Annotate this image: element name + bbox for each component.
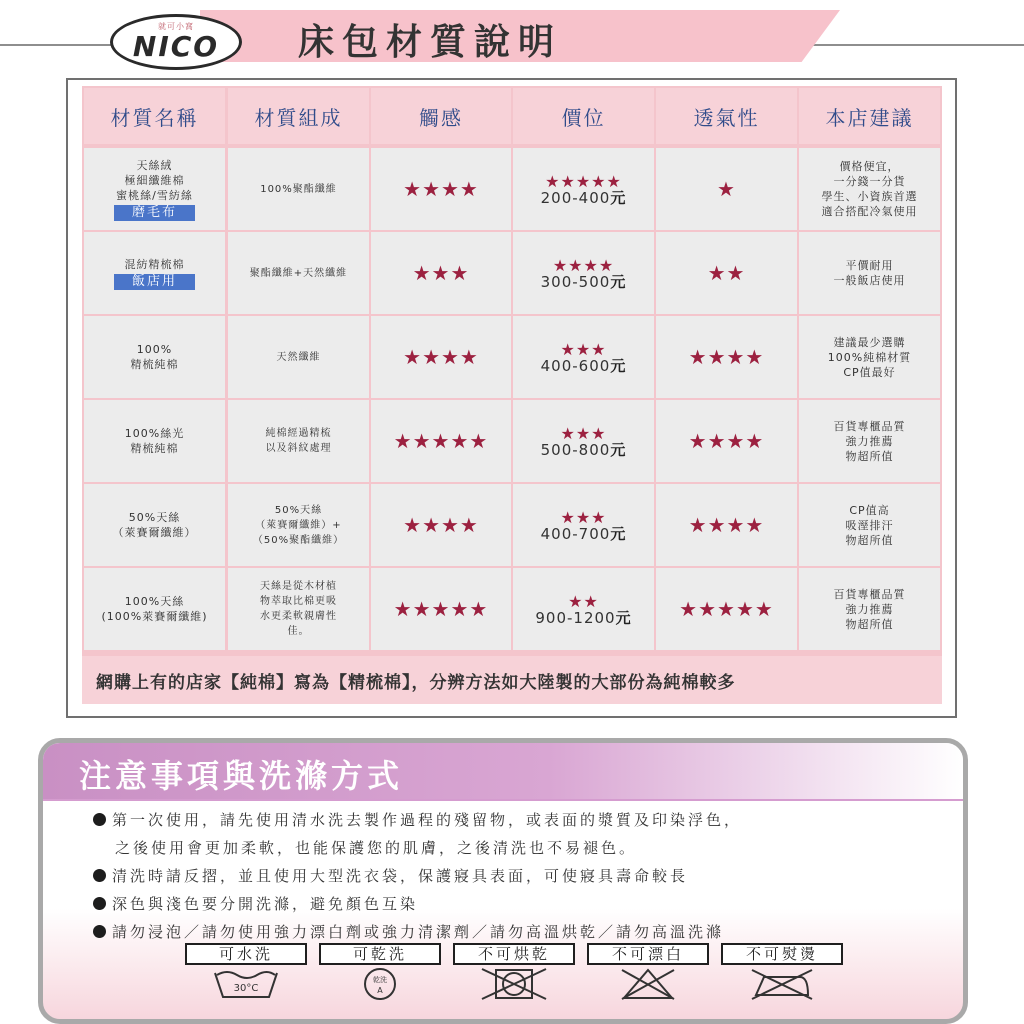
touch-stars: ★★★★ bbox=[403, 345, 479, 369]
header-price: 價位 bbox=[513, 88, 654, 144]
cell-price bbox=[513, 148, 654, 230]
price-stars: ★★ bbox=[568, 591, 599, 611]
material-name-text: 100% 精梳純棉 bbox=[130, 343, 179, 371]
care-symbol-label: 可水洗 bbox=[185, 943, 307, 965]
cell-advice bbox=[799, 400, 940, 482]
price-stars: ★★★★ bbox=[552, 255, 615, 275]
cell-material-name bbox=[84, 316, 225, 398]
cell-composition bbox=[228, 400, 369, 482]
composition-text: 天絲是從木材植 物萃取比棉更吸 水更柔軟親膚性 佳。 bbox=[260, 581, 337, 637]
header-advice: 本店建議 bbox=[799, 88, 940, 144]
breathability-stars: ★★★★ bbox=[688, 429, 765, 453]
cell-material-name bbox=[84, 148, 225, 230]
price-value: 400-700 bbox=[540, 524, 611, 543]
composition-text: 天然纖維 bbox=[276, 351, 321, 363]
cell-touch bbox=[371, 148, 511, 230]
price-range bbox=[540, 188, 627, 207]
cell-advice bbox=[799, 148, 940, 230]
header-composition: 材質組成 bbox=[228, 88, 369, 144]
cell-advice bbox=[799, 316, 940, 398]
care-item-text: 請勿浸泡／請勿使用強力漂白劑或強力清潔劑／請勿高溫烘乾／請勿高溫洗滌 bbox=[112, 923, 725, 941]
price-range bbox=[540, 356, 627, 375]
cell-advice bbox=[799, 232, 940, 314]
wash-30c-icon bbox=[211, 967, 281, 1001]
no-tumble-dry-icon bbox=[474, 967, 554, 1001]
cell-breathability bbox=[656, 484, 797, 566]
care-header-rule bbox=[43, 799, 963, 801]
breathability-stars: ★★★★★ bbox=[679, 597, 774, 621]
cell-price bbox=[513, 232, 654, 314]
bullet-icon bbox=[93, 897, 106, 910]
cell-composition bbox=[228, 232, 369, 314]
cell-touch bbox=[371, 484, 511, 566]
care-item bbox=[115, 837, 637, 858]
cell-breathability bbox=[656, 148, 797, 230]
cell-touch bbox=[371, 316, 511, 398]
care-symbol-label: 不可烘乾 bbox=[453, 943, 575, 965]
material-table bbox=[82, 86, 942, 704]
care-item-text: 第一次使用，請先使用清水洗去製作過程的殘留物，或表面的漿質及印染浮色， bbox=[112, 811, 743, 829]
breathability-stars: ★ bbox=[717, 177, 736, 201]
material-name-text: 100%絲光 精梳純棉 bbox=[124, 427, 185, 455]
price-unit: 元 bbox=[610, 272, 627, 291]
touch-stars: ★★★★ bbox=[403, 513, 479, 537]
care-symbol-label: 可乾洗 bbox=[319, 943, 441, 965]
care-item bbox=[93, 893, 418, 914]
care-symbol-no-iron bbox=[721, 943, 843, 1003]
care-symbol-no-bleach bbox=[587, 943, 709, 1003]
care-item bbox=[93, 809, 742, 830]
composition-text: 聚酯纖維+天然纖維 bbox=[249, 267, 348, 279]
price-unit: 元 bbox=[610, 188, 627, 207]
advice-text: 百貨專櫃品質 強力推薦 物超所值 bbox=[833, 419, 906, 463]
price-value: 300-500 bbox=[540, 272, 611, 291]
cell-price bbox=[513, 316, 654, 398]
material-tag: 飯店用 bbox=[114, 274, 195, 290]
care-symbol-wash bbox=[185, 943, 307, 1003]
logo-subtext: 就可小窩 bbox=[158, 21, 194, 31]
price-value: 400-600 bbox=[540, 356, 611, 375]
material-tag: 磨毛布 bbox=[114, 205, 195, 221]
care-item-text: 之後使用會更加柔軟，也能保護您的肌膚，之後清洗也不易褪色。 bbox=[115, 839, 638, 857]
dryclean-text: 乾洗 bbox=[373, 976, 387, 984]
advice-text: CP值高 吸溼排汗 物超所值 bbox=[845, 503, 894, 547]
cell-price bbox=[513, 484, 654, 566]
cell-price bbox=[513, 400, 654, 482]
touch-stars: ★★★ bbox=[412, 261, 470, 285]
touch-stars: ★★★★★ bbox=[393, 429, 489, 453]
care-symbol-label: 不可熨燙 bbox=[721, 943, 843, 965]
price-range bbox=[540, 440, 627, 459]
dry-clean-icon bbox=[345, 967, 415, 1001]
breathability-stars: ★★ bbox=[707, 261, 746, 285]
cell-breathability bbox=[656, 316, 797, 398]
care-symbol-no-tumble bbox=[453, 943, 575, 1003]
advice-text: 平價耐用 一般飯店使用 bbox=[833, 259, 906, 287]
breathability-stars: ★★★★ bbox=[688, 345, 765, 369]
page-title: 床包材質說明 bbox=[298, 22, 563, 63]
care-item bbox=[93, 921, 724, 942]
cell-breathability bbox=[656, 232, 797, 314]
dryclean-sub: A bbox=[377, 986, 383, 995]
no-bleach-icon bbox=[608, 967, 688, 1001]
composition-text: 50%天絲 （萊賽爾纖維）+ （50%聚酯纖維） bbox=[252, 504, 345, 546]
price-stars: ★★★ bbox=[560, 339, 607, 359]
header-breathability: 透氣性 bbox=[656, 88, 797, 144]
care-symbol-dryclean bbox=[319, 943, 441, 1003]
cell-breathability bbox=[656, 568, 797, 650]
cell-composition bbox=[228, 148, 369, 230]
price-unit: 元 bbox=[610, 524, 627, 543]
cell-material-name bbox=[84, 232, 225, 314]
care-section bbox=[38, 738, 968, 1024]
cell-composition bbox=[228, 568, 369, 650]
cell-advice bbox=[799, 484, 940, 566]
touch-stars: ★★★★★ bbox=[393, 597, 489, 621]
header-material-name: 材質名稱 bbox=[84, 88, 225, 144]
cell-material-name bbox=[84, 484, 225, 566]
material-name-text: 50%天絲 （萊賽爾纖維） bbox=[112, 511, 197, 539]
price-stars: ★★★★★ bbox=[545, 171, 622, 191]
price-value: 900-1200 bbox=[535, 608, 616, 627]
price-unit: 元 bbox=[615, 608, 632, 627]
wash-temp-text: 30°C bbox=[233, 983, 259, 994]
price-value: 200-400 bbox=[540, 188, 611, 207]
composition-text: 純棉經過精梳 以及斜紋處理 bbox=[265, 428, 332, 454]
composition-text: 100%聚酯纖維 bbox=[260, 183, 337, 195]
material-name-text: 混紡精梳棉 bbox=[124, 257, 185, 271]
price-range bbox=[540, 272, 627, 291]
bullet-icon bbox=[93, 813, 106, 826]
cell-material-name bbox=[84, 568, 225, 650]
price-stars: ★★★ bbox=[560, 507, 607, 527]
price-range bbox=[535, 608, 632, 627]
bullet-icon bbox=[93, 869, 106, 882]
header-touch: 觸感 bbox=[371, 88, 511, 144]
price-unit: 元 bbox=[610, 440, 627, 459]
care-title: 注意事項與洗滌方式 bbox=[79, 757, 404, 795]
cell-composition bbox=[228, 484, 369, 566]
cell-advice bbox=[799, 568, 940, 650]
no-iron-icon bbox=[742, 967, 822, 1001]
touch-stars: ★★★★ bbox=[403, 177, 479, 201]
advice-text: 價格便宜， 一分錢一分貨 學生、小資族首選 適合搭配冷氣使用 bbox=[821, 160, 918, 218]
nico-logo bbox=[110, 14, 242, 70]
price-value: 500-800 bbox=[540, 440, 611, 459]
care-symbol-label: 不可漂白 bbox=[587, 943, 709, 965]
price-unit: 元 bbox=[610, 356, 627, 375]
care-item-text: 深色與淺色要分開洗滌，避免顏色互染 bbox=[112, 895, 419, 913]
care-item bbox=[93, 865, 688, 886]
advice-text: 百貨專櫃品質 強力推薦 物超所值 bbox=[833, 587, 906, 631]
price-range bbox=[540, 524, 627, 543]
bullet-icon bbox=[93, 925, 106, 938]
care-item-text: 清洗時請反摺，並且使用大型洗衣袋，保護寢具表面，可使寢具壽命較長 bbox=[112, 867, 689, 885]
cell-material-name bbox=[84, 400, 225, 482]
advice-text: 建議最少選購 100%純棉材質 CP值最好 bbox=[827, 335, 912, 379]
cell-touch bbox=[371, 400, 511, 482]
price-stars: ★★★ bbox=[560, 423, 607, 443]
logo-text: NICO bbox=[132, 29, 220, 63]
breathability-stars: ★★★★ bbox=[688, 513, 765, 537]
table-note: 網購上有的店家【純棉】寫為【精梳棉】，分辨方法如大陸製的大部份為純棉較多 bbox=[82, 656, 942, 704]
cell-breathability bbox=[656, 400, 797, 482]
cell-price bbox=[513, 568, 654, 650]
cell-touch bbox=[371, 232, 511, 314]
material-name-text: 天絲絨 極細纖維棉 蜜桃絲/雪紡絲 bbox=[116, 158, 193, 202]
cell-composition bbox=[228, 316, 369, 398]
cell-touch bbox=[371, 568, 511, 650]
material-name-text: 100%天絲 (100%萊賽爾纖維) bbox=[101, 595, 208, 623]
